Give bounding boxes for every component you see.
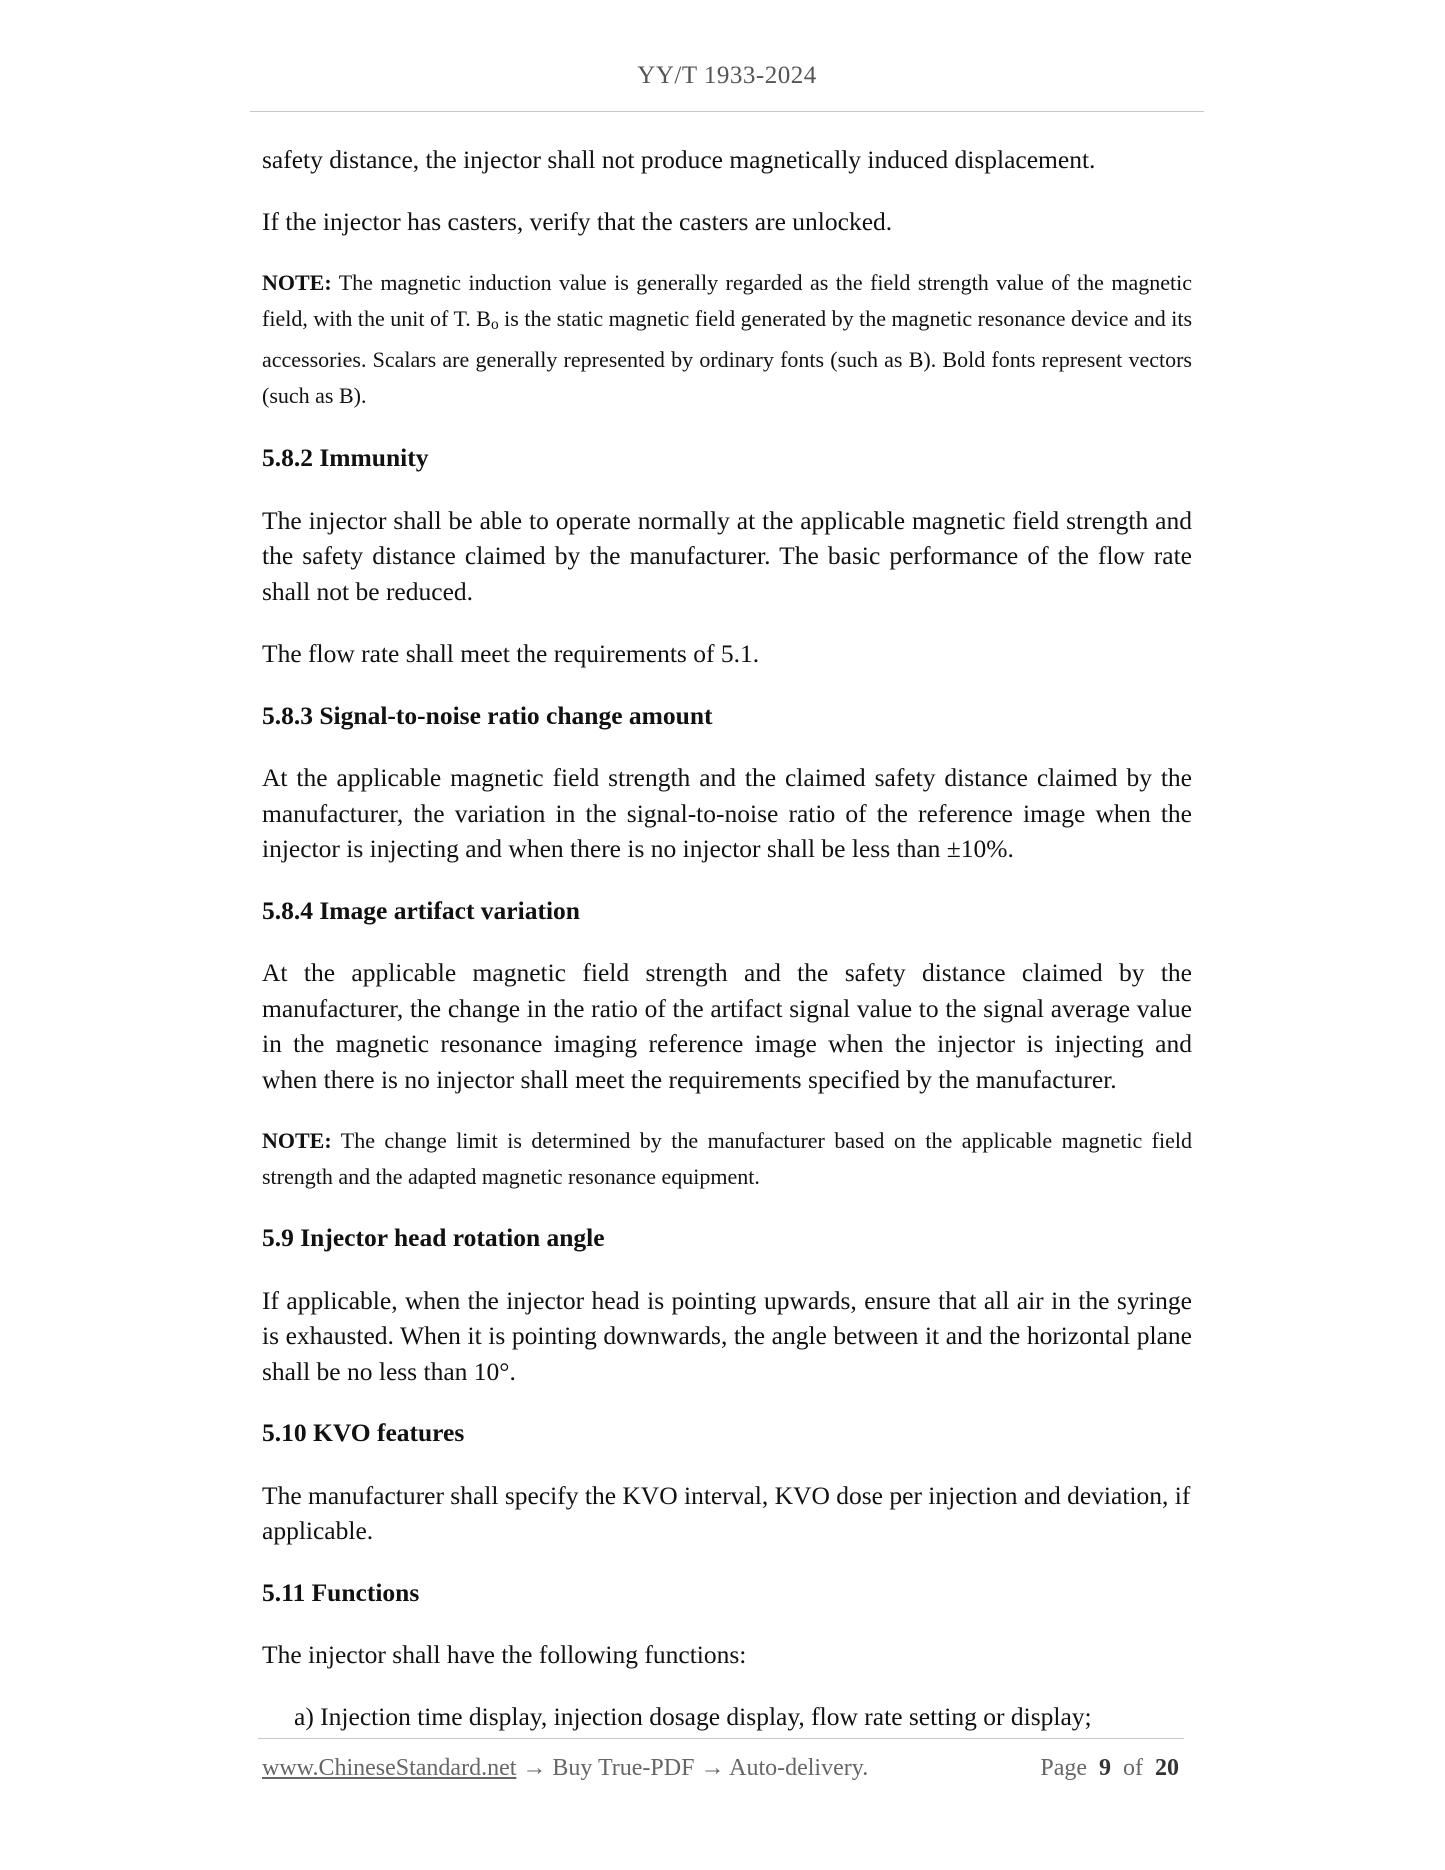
page-total: 20: [1155, 1755, 1179, 1781]
header-divider: [250, 111, 1204, 112]
paragraph-rotation-angle: If applicable, when the injector head is pointing upwards, ensure that all air in the syringe is exhausted. When it is pointing downwards, the angle between it and the horizontal plane shall be no less than 10°.: [262, 1285, 1192, 1386]
section-heading-5-8-3: 5.8.3 Signal-to-noise ratio change amount: [262, 700, 713, 730]
note-text: The change limit is determined by the manufacturer based on the applicable magnetic field strength and the adapted magnetic resonance equipment.: [262, 1128, 1192, 1189]
paragraph-flow-rate: The flow rate shall meet the requirements of 5.1.: [262, 639, 760, 669]
paragraph-functions: The injector shall have the following functions:: [262, 1640, 747, 1670]
footer-promo-text: → Buy True-PDF → Auto-delivery.: [516, 1755, 869, 1781]
paragraph-immunity: The injector shall be able to operate normally at the applicable magnetic field strength and the safety distance claimed by the manufacturer. The basic performance of the flow rate shall not be reduced.: [262, 505, 1192, 606]
section-heading-5-8-2: 5.8.2 Immunity: [262, 443, 429, 473]
paragraph-snr: At the applicable magnetic field strength and the claimed safety distance claimed by the manufacturer, the variation in the signal-to-noise ratio of the reference image when the injector is injecting and when there is no injector shall be less than ±10%.: [262, 763, 1192, 864]
note-subscript: o: [490, 315, 499, 333]
section-heading-5-11: 5.11 Functions: [262, 1577, 420, 1607]
paragraph-kvo: The manufacturer shall specify the KVO interval, KVO dose per injection and deviation, if applicable.: [262, 1480, 1191, 1546]
of-label: of: [1123, 1755, 1143, 1781]
note-magnetic-induction: [262, 265, 1192, 413]
page-header: YY/T 1933-2024: [637, 62, 817, 89]
page-indicator: [1040, 1755, 1179, 1782]
section-heading-5-8-4: 5.8.4 Image artifact variation: [262, 895, 580, 925]
footer-promo: [262, 1755, 868, 1782]
section-heading-5-9: 5.9 Injector head rotation angle: [262, 1223, 605, 1253]
list-item-a: a) Injection time display, injection dosage display, flow rate setting or display;: [294, 1701, 1092, 1731]
note-label: NOTE:: [262, 270, 332, 295]
website-link[interactable]: www.ChineseStandard.net: [262, 1755, 517, 1781]
page-number: 9: [1099, 1755, 1111, 1781]
page-content: [262, 142, 1192, 1734]
paragraph-casters: If the injector has casters, verify that the casters are unlocked.: [262, 206, 893, 236]
section-heading-5-10: 5.10 KVO features: [262, 1418, 465, 1448]
note-change-limit: [262, 1123, 1192, 1194]
note-text-b: is the static magnetic field generated by the magnetic resonance device and its accessories. Scalars are generally represented by ordinary fonts (such as B). Bold fonts represent vectors (such as B).: [262, 305, 1192, 408]
footer-divider: [258, 1738, 1184, 1739]
page-label: Page: [1040, 1755, 1087, 1781]
note-label: NOTE:: [262, 1128, 332, 1154]
paragraph-safety-distance: safety distance, the injector shall not produce magnetically induced displacement.: [262, 145, 1096, 174]
paragraph-artifact: At the applicable magnetic field strength and the safety distance claimed by the manufacturer, the change in the ratio of the artifact signal value to the signal average value in the magnetic resonance imaging reference image when the injector is injecting and when there is no injector shall meet the requirements specified by the manufacturer.: [262, 958, 1192, 1094]
note-text-a: The magnetic induction value is generally regarded as the field strength value of the magnetic field, with the unit of T. B: [262, 270, 1192, 331]
